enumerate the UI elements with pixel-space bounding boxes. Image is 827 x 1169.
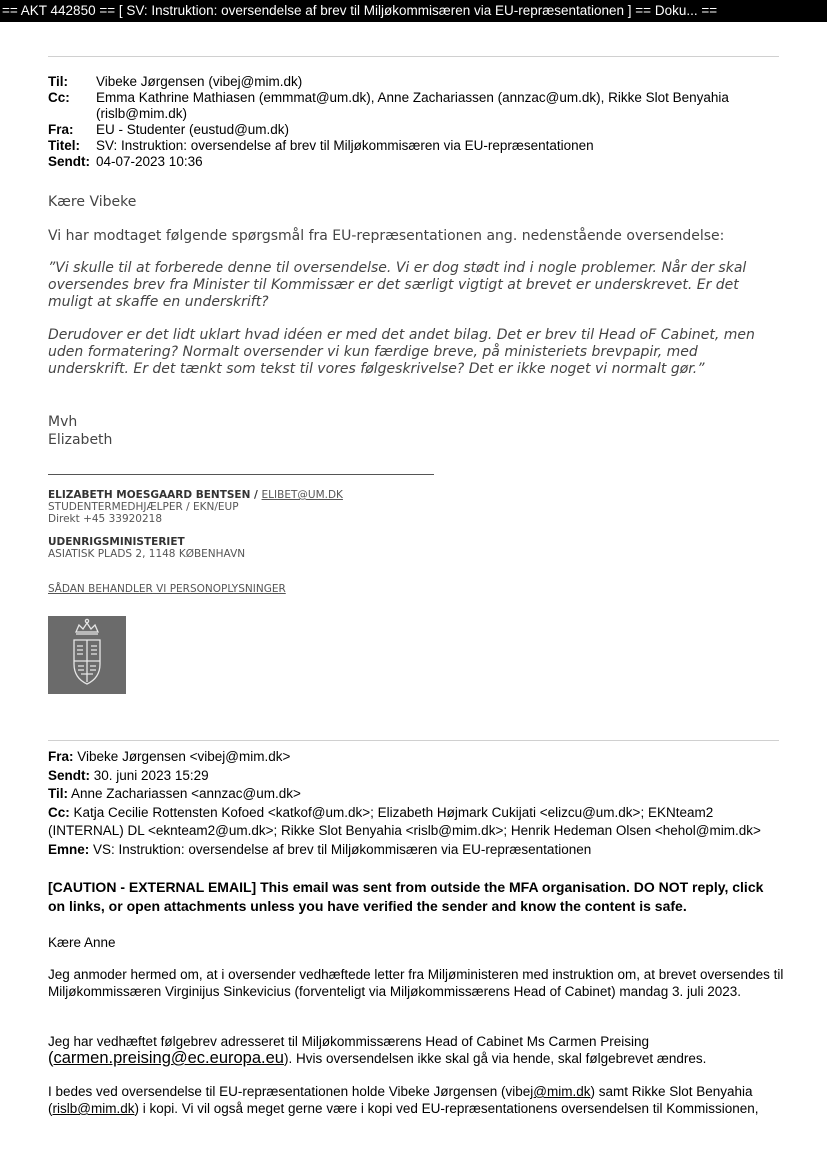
fwd-from-label: Fra:	[48, 749, 74, 764]
quote-paragraph-1: ”Vi skulle til at forberede denne til oversendelse. Vi er dog stødt ind i nogle problemer. Når der skal oversendes brev fra Minister til Kommissær er det særligt vigtigt at brevet er underskrevet. Er det muligt at skaffe en underskrift?	[48, 260, 747, 310]
divider	[48, 56, 779, 57]
title-row	[48, 138, 783, 154]
sent-value: 04-07-2023 10:36	[96, 154, 203, 169]
p3-text-c: ) i kopi. Vi vil også meget gerne være i kopi ved EU-repræsentationens oversendelsen til Kommissionen,	[134, 1101, 759, 1116]
forwarded-header	[48, 748, 788, 859]
body-paragraph-3	[48, 1083, 788, 1117]
p2-text-b: ). Hvis oversendelsen ikke skal gå via hende, skal følgebrevet ændres.	[283, 1051, 707, 1066]
fwd-to-value: Anne Zachariassen <annzac@um.dk>	[71, 786, 301, 801]
body-paragraph-1: Jeg anmoder hermed om, at i oversender vedhæftede letter fra Miljøministeren med instruktion om, at brevet oversendes til Miljøkommissæren Virginijus Sinkevicius (forventeligt via Miljøkommissærens Head of Cabinet) mandag 3. juli 2023.	[48, 967, 784, 999]
crown-shield-icon	[48, 616, 126, 694]
email-header	[48, 74, 783, 170]
p2-open-paren: (	[48, 1049, 54, 1067]
cc-label: Cc:	[48, 90, 70, 105]
signature-separator: /	[250, 489, 262, 501]
sent-row	[48, 154, 783, 170]
quoted-question	[48, 260, 768, 394]
signature-name: ELIZABETH MOESGAARD BENTSEN	[48, 489, 251, 501]
signature-address: ASIATISK PLADS 2, 1148 KØBENHAVN	[48, 548, 246, 560]
from-label: Fra:	[48, 122, 74, 137]
signature-block	[48, 489, 343, 595]
sent-label: Sendt:	[48, 154, 90, 169]
title-label: Titel:	[48, 138, 81, 153]
divider	[48, 740, 779, 741]
p3-text-b: ) samt Rikke Slot Benyahia	[590, 1084, 753, 1099]
reply-closing	[48, 413, 112, 449]
signature-phone: Direkt +45 33920218	[48, 513, 163, 525]
closing-name: Elizabeth	[48, 432, 113, 448]
royal-crest-logo	[48, 616, 126, 694]
closing-text: Mvh	[48, 414, 78, 430]
quote-paragraph-2: Derudover er det lidt uklart hvad idéen er med det andet bilag. Det er brev til Head oF Cabinet, men uden formatering? Normalt oversender vi kun færdige breve, på ministeriets brevpapir, med underskrift. Er det tænkt som tekst til vores følgeskrivelse? Det er ikke noget vi normalt gør.”	[48, 327, 755, 377]
to-row	[48, 74, 783, 90]
to-value: Vibeke Jørgensen (vibej@mim.dk)	[96, 74, 303, 89]
p3-text-a: I bedes ved oversendelse til EU-repræsentationen holde Vibeke Jørgensen (vibe	[48, 1084, 531, 1099]
privacy-link[interactable]: SÅDAN BEHANDLER VI PERSONOPLYSNINGER	[48, 583, 286, 595]
to-label: Til:	[48, 74, 68, 89]
document-header-text: == AKT 442850 == [ SV: Instruktion: oversendelse af brev til Miljøkommisæren via EU-repræsentationen ] == Doku... ==	[2, 3, 718, 18]
title-value: SV: Instruktion: oversendelse af brev til Miljøkommisæren via EU-repræsentationen	[96, 138, 594, 153]
from-row	[48, 122, 783, 138]
fwd-sent-value: 30. juni 2023 15:29	[93, 767, 209, 783]
rislb-email-link[interactable]: rislb@mim.dk	[52, 1101, 135, 1116]
carmen-email-link[interactable]: carmen.preising@ec.europa.eu	[53, 1049, 284, 1067]
external-email-caution: [CAUTION - EXTERNAL EMAIL] This email was sent from outside the MFA organisation. DO NOT reply, click on links, or open attachments unless you have verified the sender and know the content is safe.	[48, 879, 764, 914]
fwd-subject-label: Emne:	[48, 841, 90, 857]
document-header-bar	[0, 0, 827, 22]
fwd-to-label: Til:	[48, 786, 68, 801]
cc-value: Emma Kathrine Mathiasen (emmmat@um.dk), Anne Zachariassen (annzac@um.dk), Rikke Slot Benyahia (rislb@mim.dk)	[96, 90, 729, 121]
vibej-email-link[interactable]: j@mim.dk	[530, 1084, 591, 1099]
p2-text-a: Jeg har vedhæftet følgebrev adresseret til Miljøkommissærens Head of Cabinet Ms Carmen Preising	[48, 1034, 649, 1049]
from-value: EU - Studenter (eustud@um.dk)	[96, 122, 290, 137]
signature-divider	[48, 474, 434, 475]
fwd-cc-label: Cc:	[48, 804, 70, 820]
reply-intro: Vi har modtaget følgende spørgsmål fra EU-repræsentationen ang. nedenstående oversendelse:	[48, 228, 725, 244]
fwd-from-value: Vibeke Jørgensen <vibej@mim.dk>	[77, 749, 291, 764]
signature-org: UDENRIGSMINISTERIET	[48, 536, 185, 548]
signature-email-link[interactable]: ELIBET@UM.DK	[261, 489, 343, 501]
reply-salutation: Kære Vibeke	[48, 194, 137, 210]
signature-role: STUDENTERMEDHJÆLPER / EKN/EUP	[48, 501, 239, 513]
body-paragraph-2	[48, 1033, 788, 1067]
fwd-sent-label: Sendt:	[48, 767, 90, 783]
cc-row	[48, 90, 783, 122]
fwd-cc-value: Katja Cecilie Rottensten Kofoed <katkof@um.dk>; Elizabeth Højmark Cukijati <elizcu@um.dk>; EKNteam2 (INTERNAL) DL <eknteam2@um.dk>; Rikke Slot Benyahia <rislb@mim.dk>; Henrik Hedeman Olsen <hehol@mim.dk>	[48, 804, 761, 838]
fwd-subject-value: VS: Instruktion: oversendelse af brev til Miljøkommisæren via EU-repræsentationen	[93, 841, 592, 857]
p3-open-paren: (	[48, 1101, 53, 1116]
body-salutation: Kære Anne	[48, 935, 116, 950]
